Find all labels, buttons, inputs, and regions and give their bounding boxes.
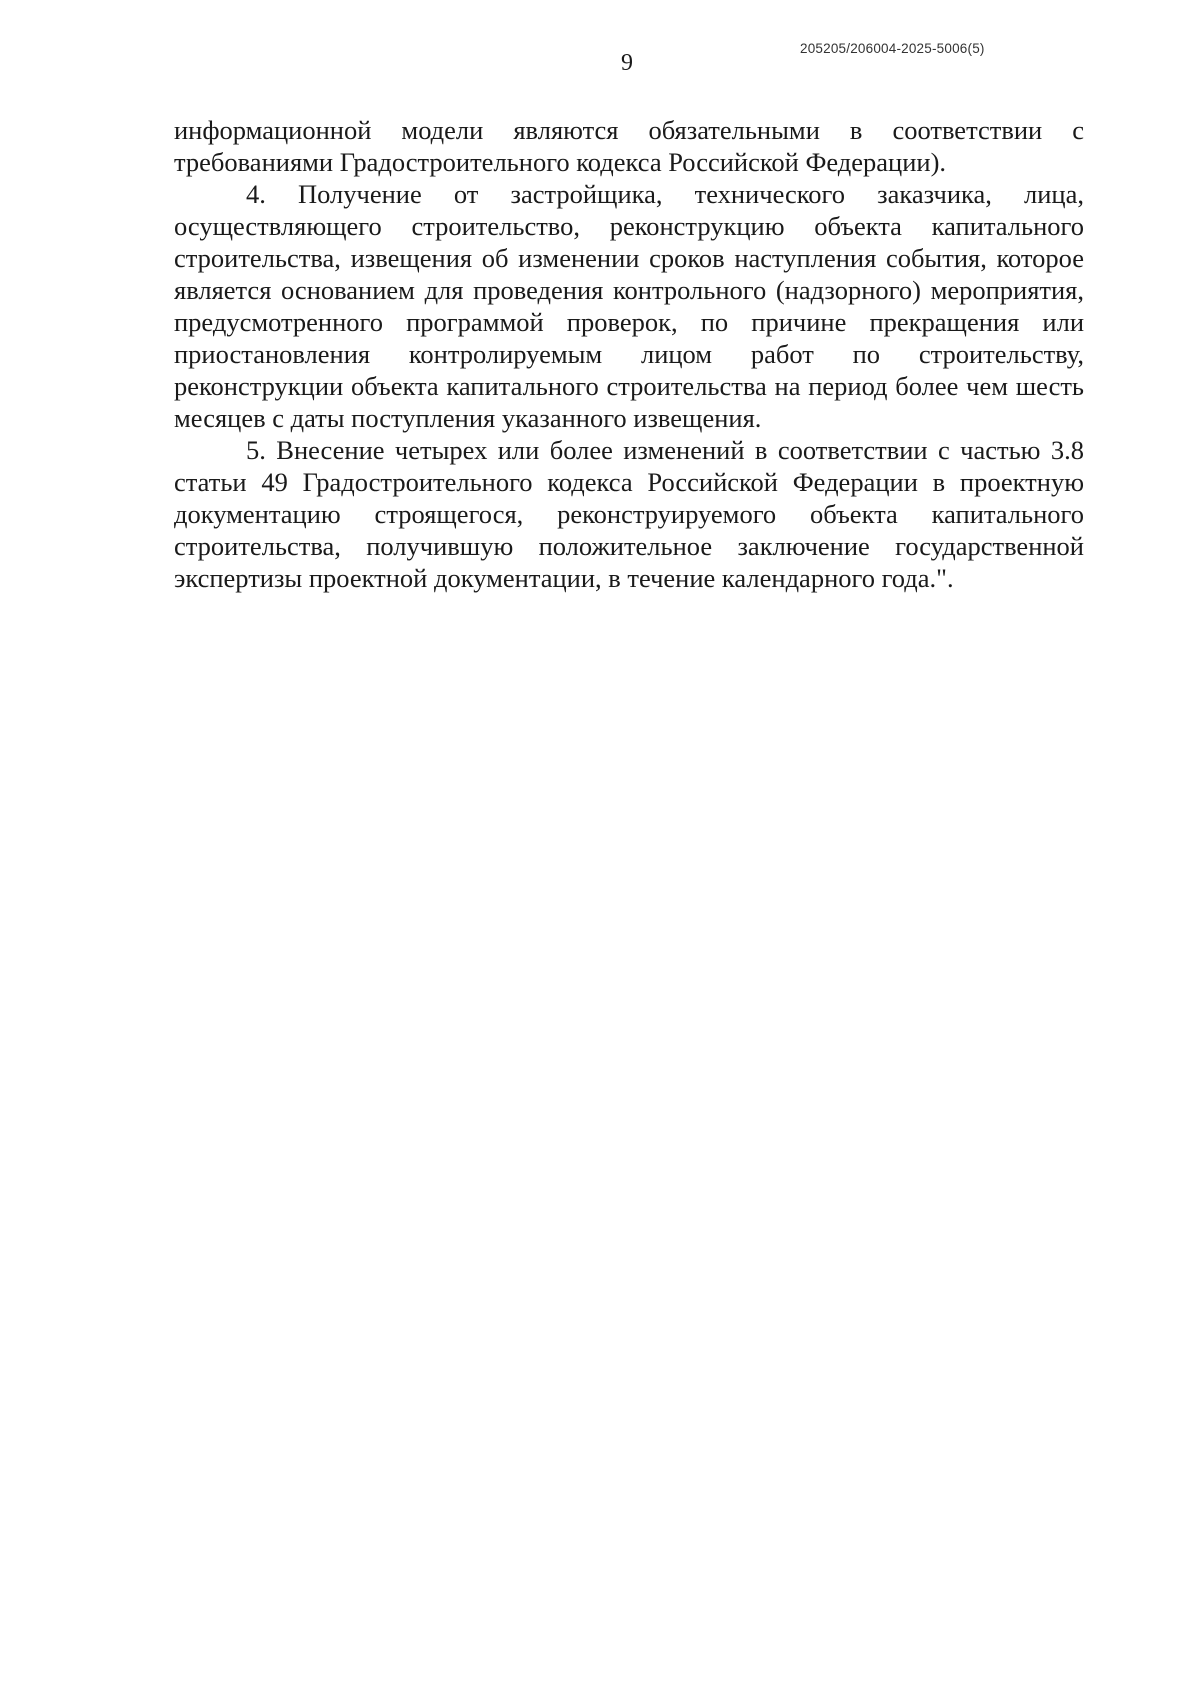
paragraph-item-5: 5. Внесение четырех или более изменений в соответствии с частью 3.8 статьи 49 Градостроительного кодекса Российской Федерации в проектную документацию строящегося, реконструируемого объекта капитального строительства, получившую положительное заключение государственной экспертизы проектной документации, в течение календарного года.". bbox=[174, 435, 1084, 593]
document-code: 205205/206004-2025-5006(5) bbox=[800, 41, 985, 56]
paragraph-item-4: 4. Получение от застройщика, технического заказчика, лица, осуществляющего строительство, реконструкцию объекта капитального строительства, извещения об изменении сроков наступления события, которое является основанием для проведения контрольного (надзорного) мероприятия, предусмотренного программой проверок, по причине прекращения или приостановления контролируемым лицом работ по строительству, реконструкции объекта капитального строительства на период более чем шесть месяцев с даты поступления указанного извещения. bbox=[174, 179, 1084, 433]
document-body bbox=[174, 114, 1084, 594]
paragraph-continuation: информационной модели являются обязательными в соответствии с требованиями Градостроительного кодекса Российской Федерации). bbox=[174, 115, 1084, 177]
page-number: 9 bbox=[621, 50, 633, 76]
